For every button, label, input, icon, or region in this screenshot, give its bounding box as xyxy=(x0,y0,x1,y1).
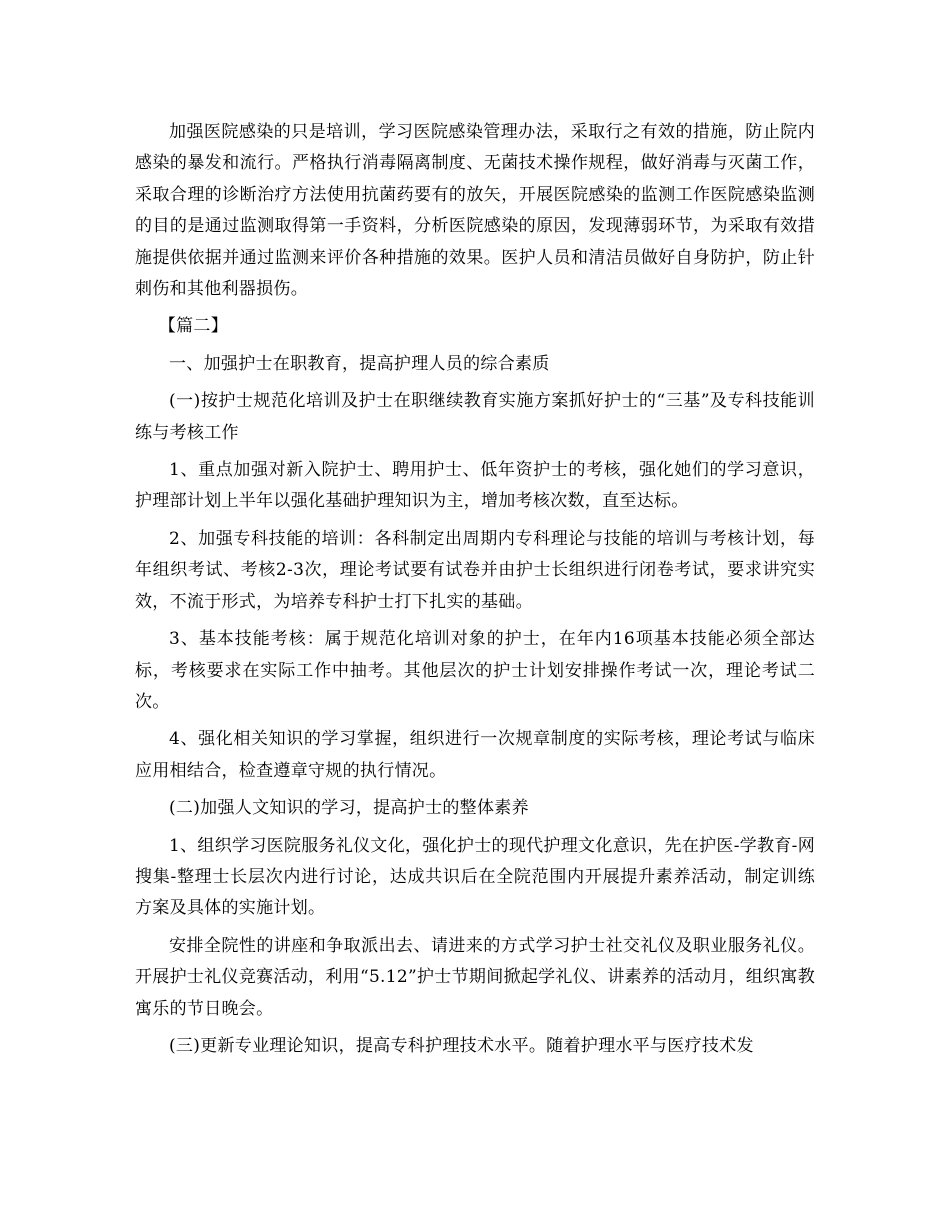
section-heading-part-two: 【篇二】 xyxy=(158,316,228,337)
subheading-standardized-training: (一)按护士规范化培训及护士在职继续教育实施方案抓好护士的“三基”及专科技能训练与考核工作 xyxy=(135,391,815,443)
list-item-knowledge-mastery: 4、强化相关知识的学习掌握，组织进行一次规章制度的实际考核，理论考试与临床应用相结合，检查遵章守规的执行情况。 xyxy=(135,729,815,781)
list-item-specialty-skills-training: 2、加强专科技能的培训：各科制定出周期内专科理论与技能的培训与考核计划，每年组织考试、考核2-3次，理论考试要有试卷并由护士长组织进行闭卷考试，要求讲究实效，不流于形式，为培养专科护士打下扎实的基础。 xyxy=(135,528,815,612)
list-item-etiquette-culture: 1、组织学习医院服务礼仪文化，强化护士的现代护理文化意识，先在护医-学教育-网搜集-整理士长层次内进行讨论，达成共识后在全院范围内开展提升素养活动，制定训练方案及具体的实施计划。 xyxy=(135,835,816,919)
paragraph-etiquette-activities: 安排全院性的讲座和争取派出去、请进来的方式学习护士社交礼仪及职业服务礼仪。开展护士礼仪竞赛活动，利用“5.12”护士节期间掀起学礼仪、讲素养的活动月，组织寓教寓乐的节日晚会。 xyxy=(135,935,815,1019)
document-page xyxy=(135,117,815,1068)
subheading-professional-theory: (三)更新专业理论知识，提高专科护理技术水平。随着护理水平与医疗技术发 xyxy=(169,1035,754,1056)
subheading-humanities-knowledge: (二)加强人文知识的学习，提高护士的整体素养 xyxy=(169,798,529,819)
heading-in-service-education: 一、加强护士在职教育，提高护理人员的综合素质 xyxy=(169,353,550,374)
paragraph-infection-control: 加强医院感染的只是培训，学习医院感染管理办法，采取行之有效的措施，防止院内感染的暴发和流行。严格执行消毒隔离制度、无菌技术操作规程，做好消毒与灭菌工作，采取合理的诊断治疗方法使用抗菌药要有的放矢，开展医院感染的监测工作医院感染监测的目的是通过监测取得第一手资料，分析医院感染的原因，发现薄弱环节，为采取有效措施提供依据并通过监测来评价各种措施的效果。医护人员和清洁员做好自身防护，防止针刺伤和其他利器损伤。 xyxy=(135,122,815,300)
list-item-new-nurse-assessment: 1、重点加强对新入院护士、聘用护士、低年资护士的考核，强化她们的学习意识，护理部计划上半年以强化基础护理知识为主，增加考核次数，直至达标。 xyxy=(135,460,815,512)
list-item-basic-skills-assessment: 3、基本技能考核：属于规范化培训对象的护士，在年内16项基本技能必须全部达标，考核要求在实际工作中抽考。其他层次的护士计划安排操作考试一次，理论考试二次。 xyxy=(135,629,815,712)
